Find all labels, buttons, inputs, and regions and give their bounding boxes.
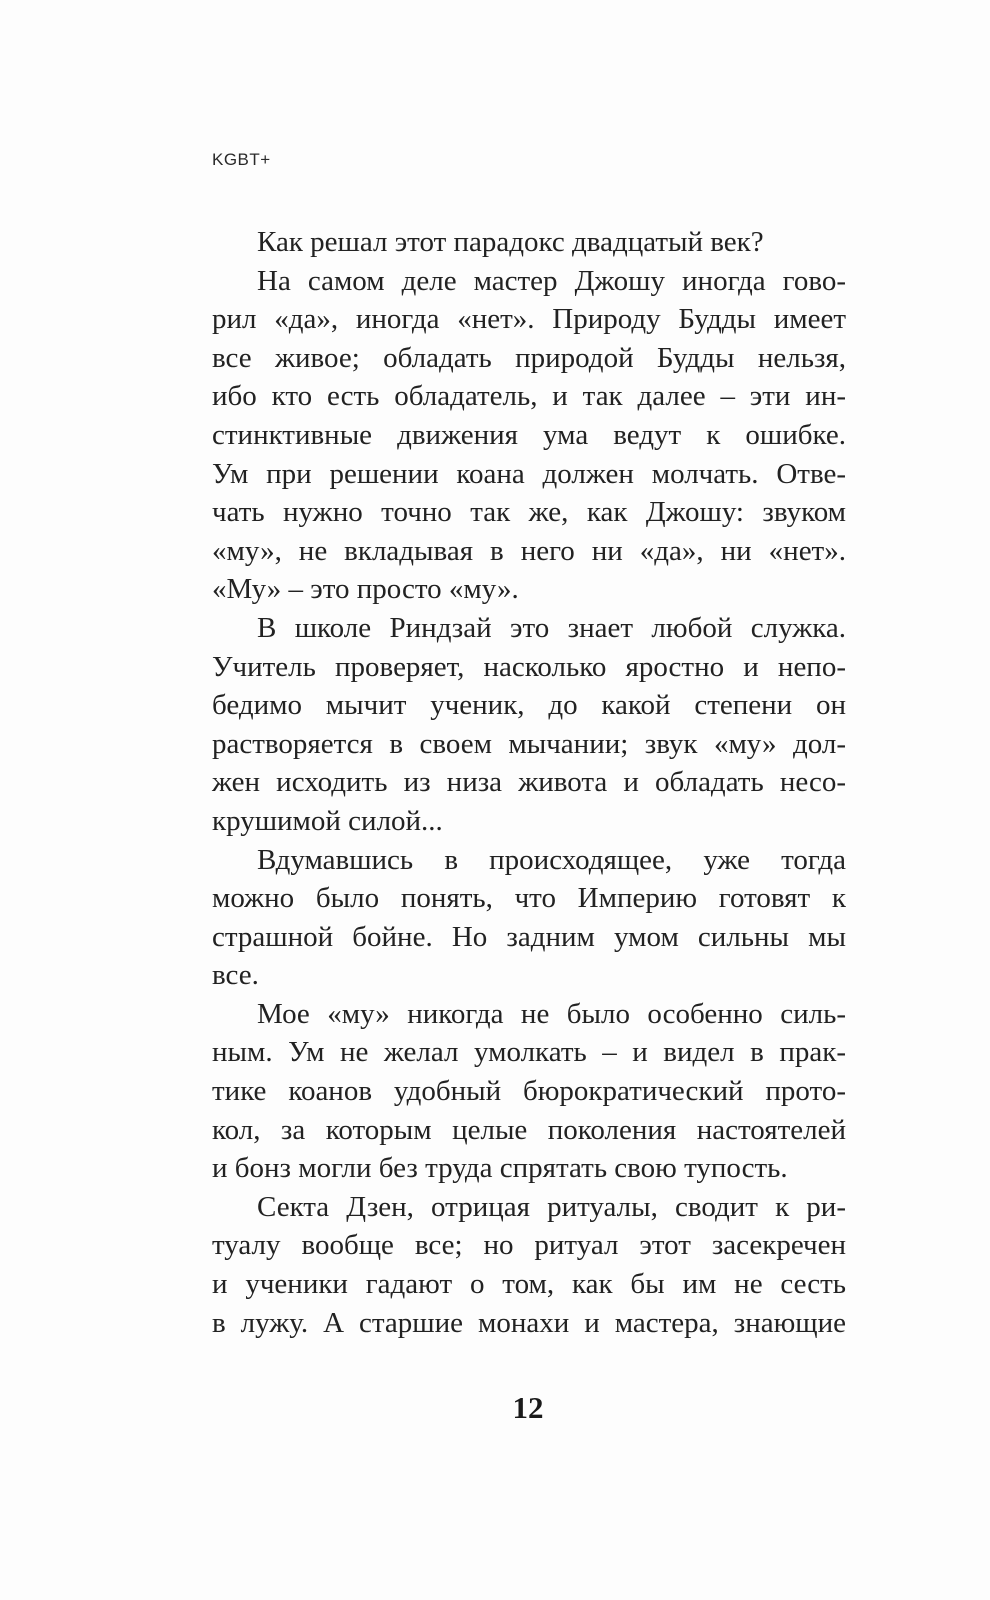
text-line: жен исходить из низа живота и обладать несо- [212, 766, 846, 799]
text-line: Секта Дзен, отрицая ритуалы, сводит к ри- [257, 1190, 846, 1223]
text-line: На самом деле мастер Джошу иногда гово- [257, 264, 846, 297]
text-line: все. [212, 959, 259, 992]
text-line: ным. Ум не желал умолкать – и видел в прак- [212, 1036, 846, 1069]
text-line: Учитель проверяет, насколько яростно и непо- [212, 650, 846, 683]
text-line: все живое; обладать природой Будды нельзя, [212, 341, 846, 374]
body-text [212, 223, 846, 1342]
text-line: туалу вообще все; но ритуал этот засекречен [212, 1229, 846, 1262]
text-line: стинктивные движения ума ведут к ошибке. [212, 418, 846, 451]
text-line: «му», не вкладывая в него ни «да», ни «нет». [212, 534, 846, 567]
page-number: 12 [512, 1390, 544, 1425]
text-line: рил «да», иногда «нет». Природу Будды имеет [212, 303, 846, 336]
paragraph [212, 223, 846, 262]
paragraph [212, 1188, 846, 1342]
text-line: тике коанов удобный бюрократический прото- [212, 1075, 846, 1108]
running-head: KGBT+ [212, 150, 271, 169]
paragraph [212, 995, 846, 1188]
text-line: можно было понять, что Империю готовят к [212, 882, 846, 915]
text-line: «Му» – это просто «му». [212, 573, 519, 606]
text-line: Вдумавшись в происходящее, уже тогда [257, 843, 846, 876]
text-line: кол, за которым целые поколения настоятелей [212, 1113, 846, 1146]
text-line: В школе Риндзай это знает любой служка. [257, 611, 846, 644]
text-line: и ученики гадают о том, как бы им не сесть [212, 1268, 846, 1301]
text-line: Мое «му» никогда не было особенно силь- [257, 997, 846, 1030]
text-line: растворяется в своем мычании; звук «му» дол- [212, 727, 846, 760]
paragraph [212, 609, 846, 841]
text-line: чать нужно точно так же, как Джошу: звуком [212, 496, 846, 529]
paragraph [212, 262, 846, 609]
text-line: ибо кто есть обладатель, и так далее – эти ин- [212, 380, 846, 413]
text-line: страшной бойне. Но задним умом сильны мы [212, 920, 846, 953]
text-line: бедимо мычит ученик, до какой степени он [212, 689, 846, 722]
paragraph [212, 841, 846, 995]
text-line: Как решал этот парадокс двадцатый век? [257, 226, 764, 258]
text-line: в лужу. А старшие монахи и мастера, знающие [212, 1306, 846, 1339]
text-line: Ум при решении коана должен молчать. Отве- [212, 457, 846, 490]
text-line: и бонз могли без труда спрятать свою тупость. [212, 1152, 788, 1185]
text-line: крушимой силой... [212, 804, 443, 837]
